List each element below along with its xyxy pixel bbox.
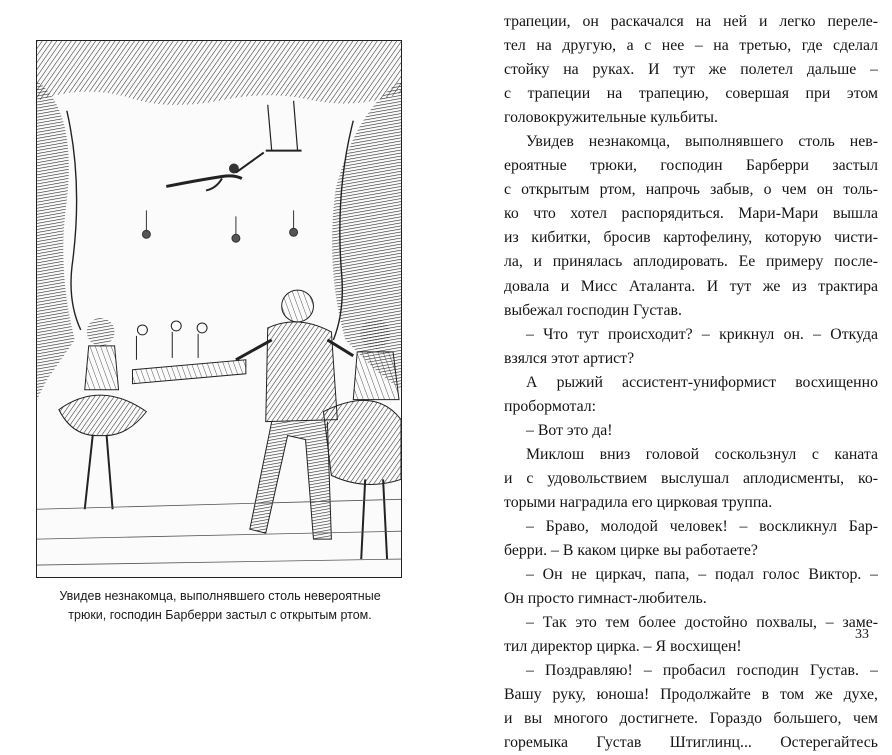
text-line: – Что тут происходит? – крикнул он. – Откуда bbox=[526, 325, 878, 343]
text-line: с открытым ртом, напрочь забыв, о чем он толь- bbox=[504, 181, 878, 199]
audience bbox=[132, 321, 245, 384]
text-line: из кибитки, бросив картофелину, которую чисти- bbox=[504, 229, 878, 247]
text-line: ероятные трюки, господин Барберри застыл bbox=[504, 157, 878, 175]
text-line: берри. – В каком цирке вы работаете? bbox=[504, 542, 758, 560]
stage-floor bbox=[37, 499, 401, 565]
text-line: тел на другую, а с нее – на третью, где сделал bbox=[504, 37, 878, 55]
text-line: – Так это тем более достойно похвалы, – заме- bbox=[526, 614, 878, 632]
text-line: – Вот это да! bbox=[526, 421, 613, 439]
text-line: стойку на руках. И тут же полетел дальше – bbox=[504, 61, 878, 79]
text-line: Вашу руку, юноша! Продолжайте в том же духе, bbox=[504, 686, 878, 704]
text-line: пробормотал: bbox=[504, 397, 597, 415]
text-line: головокружительные кульбиты. bbox=[504, 109, 718, 127]
text-line: трапеции, он раскачался на ней и легко переле- bbox=[504, 13, 878, 30]
page-number: 33 bbox=[855, 627, 869, 642]
text-line: ла, и принялась аплодировать. Ее примеру после- bbox=[504, 253, 878, 271]
text-line: выбежал господин Густав. bbox=[504, 301, 682, 319]
text-line: горемыка Густав Штиглинц... Остерегайтесь bbox=[504, 734, 878, 752]
lamps bbox=[142, 210, 297, 242]
text-line: – Он не циркач, папа, – подал голос Виктор. – bbox=[526, 566, 878, 584]
text-line: – Браво, молодой человек! – воскликнул Бар- bbox=[526, 517, 878, 535]
text-line: и вы многого достигнете. Гораздо большего, чем bbox=[504, 710, 878, 728]
text-line: с трапеции на трапецию, совершая при этом bbox=[504, 85, 878, 103]
ballerina-left bbox=[59, 318, 147, 509]
illustration-caption bbox=[20, 587, 420, 625]
text-line: торыми наградила его цирковая труппа. bbox=[504, 493, 773, 511]
text-line: А рыжий ассистент-униформист восхищенно bbox=[526, 373, 878, 391]
text-line: Миклош вниз головой соскользнул с каната bbox=[526, 445, 878, 463]
caption-line: трюки, господин Барберри застыл с открытым ртом. bbox=[68, 608, 372, 622]
caption-line: Увидев незнакомца, выполнявшего столь невероятные bbox=[59, 589, 381, 603]
circus-sketch bbox=[37, 41, 401, 577]
text-line: Он просто гимнаст-любитель. bbox=[504, 590, 707, 608]
curtain-left bbox=[37, 81, 75, 400]
text-line: тил директор цирка. – Я восхищен! bbox=[504, 638, 742, 656]
text-line: взялся этот артист? bbox=[504, 349, 635, 367]
text-line: Увидев незнакомца, выполнявшего столь нев- bbox=[526, 133, 878, 151]
text-line: ко что хотел распорядиться. Мари-Мари вышла bbox=[504, 205, 878, 223]
acrobat-figure bbox=[166, 153, 263, 191]
text-line: довала и Мисс Аталанта. И тут же из трактира bbox=[504, 277, 878, 295]
text-line: и с удовольствием выслушал аплодисменты, ко- bbox=[504, 469, 878, 487]
mari-mari-figure bbox=[323, 319, 401, 559]
text-line: – Поздравляю! – пробасил господин Густав. – bbox=[526, 662, 878, 680]
body-text bbox=[504, 10, 878, 755]
circus-illustration bbox=[36, 40, 402, 578]
curtain-valance bbox=[37, 41, 401, 105]
trapeze-rope bbox=[268, 105, 272, 151]
